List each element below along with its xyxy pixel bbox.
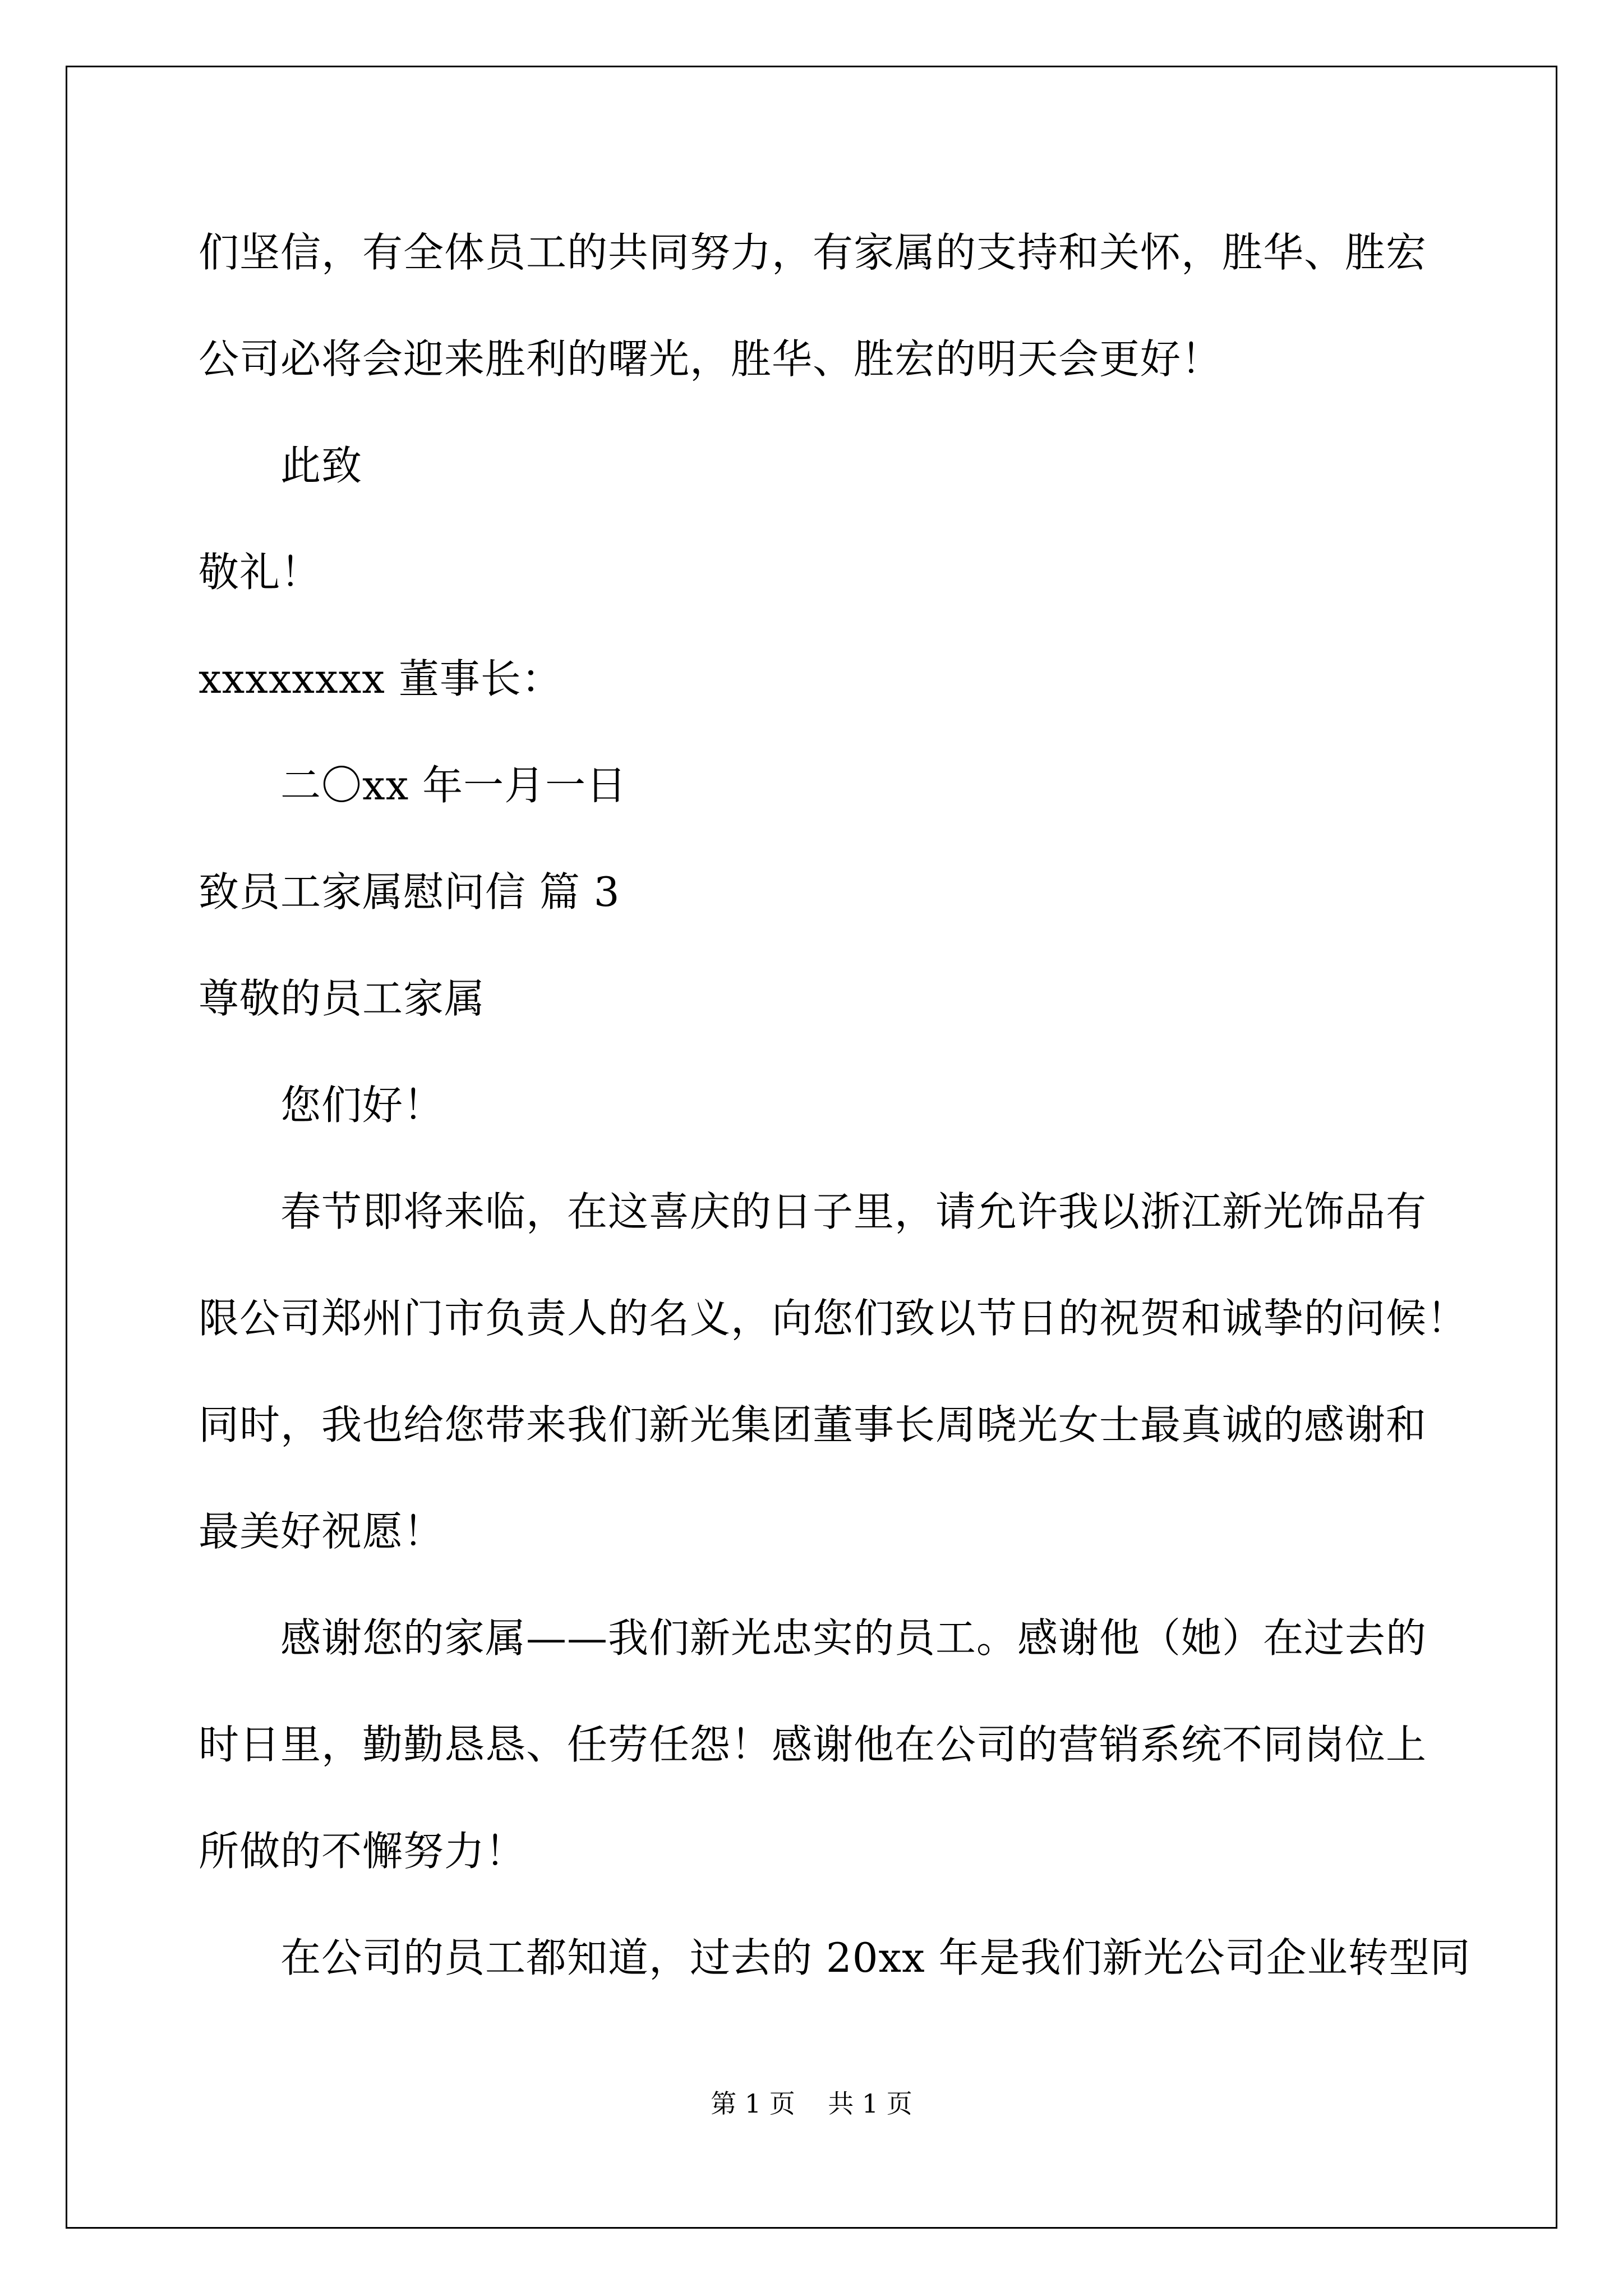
page-footer: 第 1 页 共 1 页 <box>711 2088 912 2119</box>
text-line-2: 公司必将会迎来胜利的曙光，胜华、胜宏的明天会更好！ <box>199 335 1223 383</box>
text-line-11: 限公司郑州门市负责人的名义，向您们致以节日的祝贺和诚挚的问候！ <box>199 1295 1468 1342</box>
recipient-line: 尊敬的员工家属 <box>199 975 486 1022</box>
signature-line: xxxxxxxx 董事长： <box>199 655 562 702</box>
text-line-14: 感谢您的家属——我们新光忠实的员工。感谢他（她）在过去的 <box>280 1614 1427 1662</box>
text-line-17: 在公司的员工都知道，过去的 20xx 年是我们新光公司企业转型同 <box>280 1934 1471 1981</box>
greeting-line: 您们好！ <box>280 1082 445 1129</box>
text-line-16: 所做的不懈努力！ <box>199 1828 527 1875</box>
page-border <box>66 66 1557 2229</box>
text-line-10: 春节即将来临，在这喜庆的日子里，请允许我以浙江新光饰品有 <box>280 1188 1427 1235</box>
date-line: 二〇xx 年一月一日 <box>280 762 628 809</box>
closing-salutation: 此致 <box>280 442 363 489</box>
text-line-15: 时日里，勤勤恳恳、任劳任怨！感谢他在公司的营销系统不同岗位上 <box>199 1721 1427 1768</box>
text-line-1: 们坚信，有全体员工的共同努力，有家属的支持和关怀，胜华、胜宏 <box>199 229 1427 276</box>
section-heading: 致员工家属慰问信 篇 3 <box>199 868 620 915</box>
text-line-13: 最美好祝愿！ <box>199 1508 445 1555</box>
closing-respect: 敬礼！ <box>199 549 322 596</box>
text-line-12: 同时，我也给您带来我们新光集团董事长周晓光女士最真诚的感谢和 <box>199 1401 1427 1448</box>
